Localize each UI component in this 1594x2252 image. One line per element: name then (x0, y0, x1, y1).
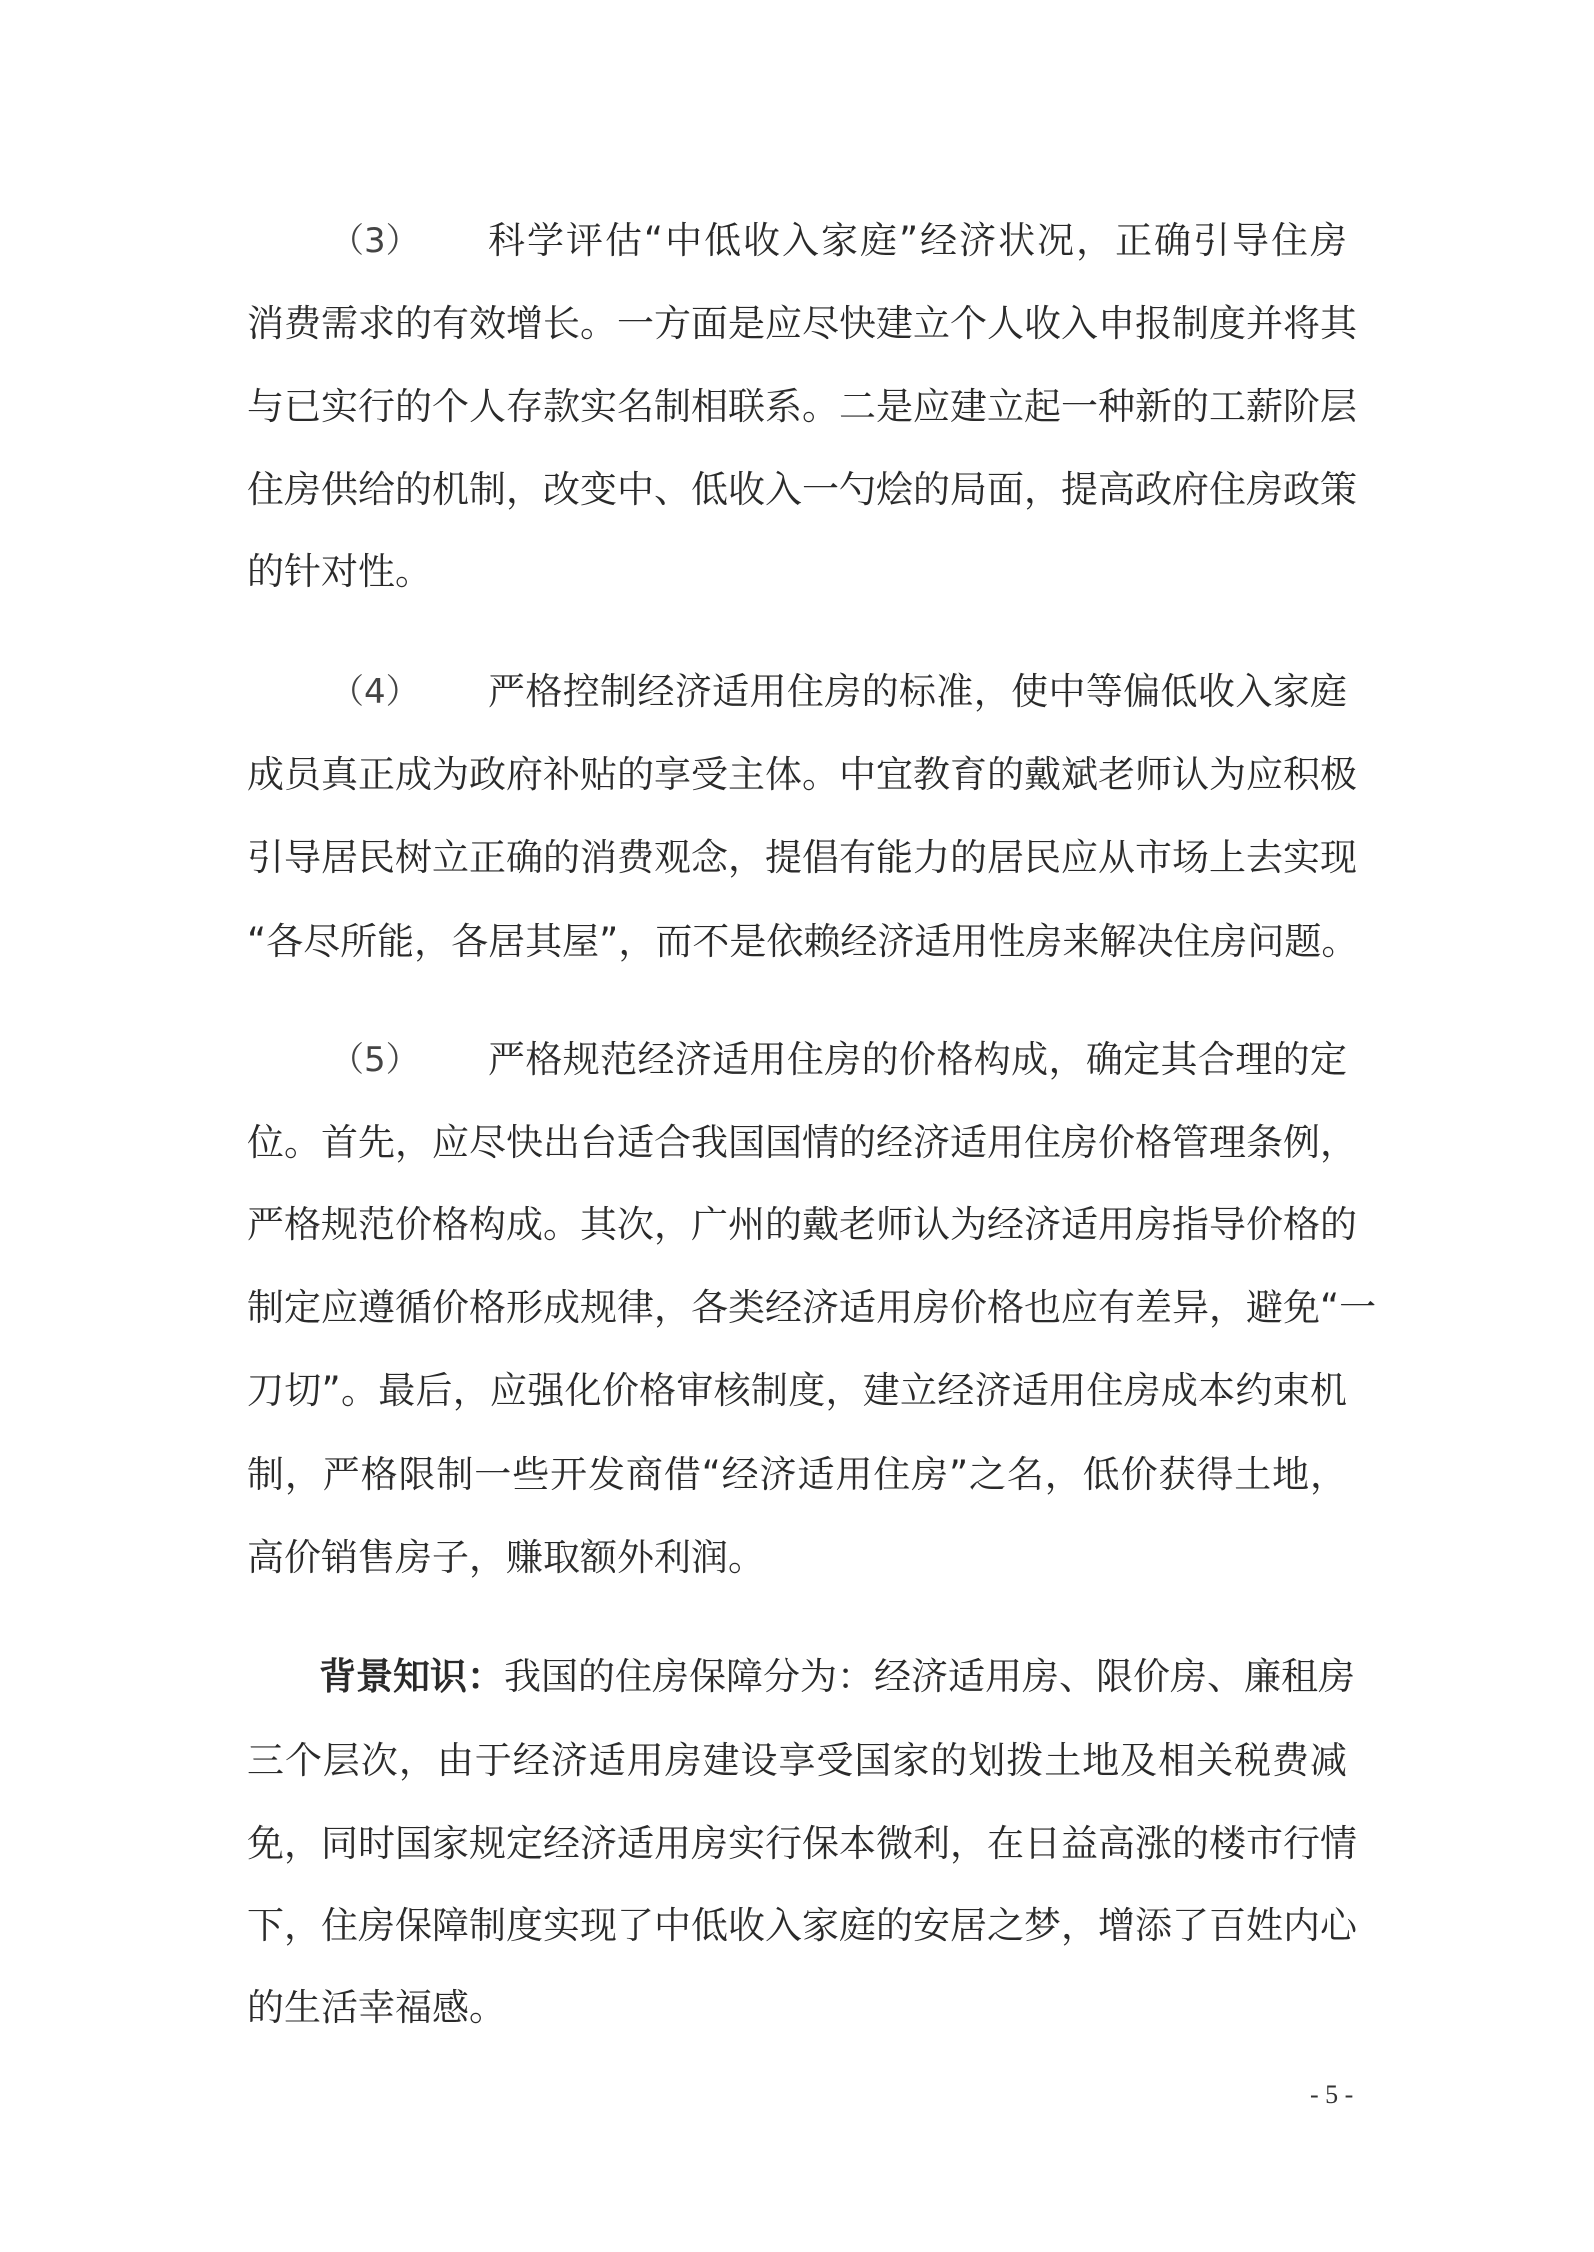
paragraph-line: 三个层次，由于经济适用房建设享受国家的划拨土地及相关税费减 (247, 1739, 1347, 1782)
paragraph-line: 的生活幸福感。 (247, 1986, 506, 2029)
paragraph-line: 严格规范价格构成。其次，广州的戴老师认为经济适用房指导价格的 (247, 1203, 1357, 1246)
paragraph-line: 高价销售房子，赚取额外利润。 (247, 1536, 765, 1579)
background-label: 背景知识： (319, 1655, 504, 1698)
paragraph-line: 消费需求的有效增长。一方面是应尽快建立个人收入申报制度并将其 (247, 302, 1357, 345)
item-number: （3） (330, 221, 420, 261)
paragraph-line: 制，严格限制一些开发商借“经济适用住房”之名，低价获得土地， (247, 1453, 1347, 1496)
paragraph-line: 严格控制经济适用住房的标准，使中等偏低收入家庭 (488, 670, 1347, 713)
paragraph-line: 严格规范经济适用住房的价格构成，确定其合理的定 (488, 1038, 1347, 1081)
paragraph-line: 位。首先，应尽快出台适合我国国情的经济适用住房价格管理条例， (247, 1121, 1357, 1164)
background-first-line (319, 1655, 1355, 1699)
paragraph-line: 下，住房保障制度实现了中低收入家庭的安居之梦，增添了百姓内心 (247, 1904, 1357, 1947)
paragraph-line: 科学评估“中低收入家庭”经济状况，正确引导住房 (488, 219, 1347, 262)
paragraph-line: 免，同时国家规定经济适用房实行保本微利，在日益高涨的楼市行情 (247, 1822, 1357, 1865)
page-number: - 5 - (1310, 2080, 1354, 2109)
item-number: （4） (330, 672, 420, 712)
paragraph-line: “各尽所能，各居其屋”，而不是依赖经济适用性房来解决住房问题。 (247, 920, 1359, 963)
paragraph-line: 成员真正成为政府补贴的享受主体。中宜教育的戴斌老师认为应积极 (247, 753, 1357, 796)
paragraph-line: 的针对性。 (247, 550, 432, 593)
paragraph-line: 制定应遵循价格形成规律，各类经济适用房价格也应有差异，避免“一 (247, 1286, 1377, 1329)
paragraph-line: 我国的住房保障分为：经济适用房、限价房、廉租房 (504, 1655, 1355, 1698)
item-number: （5） (330, 1040, 420, 1080)
paragraph-line: 与已实行的个人存款实名制相联系。二是应建立起一种新的工薪阶层 (247, 385, 1357, 428)
paragraph-line: 刀切”。最后，应强化价格审核制度，建立经济适用住房成本约束机 (247, 1369, 1347, 1412)
paragraph-line: 住房供给的机制，改变中、低收入一勺烩的局面，提高政府住房政策 (247, 468, 1357, 511)
paragraph-line: 引导居民树立正确的消费观念，提倡有能力的居民应从市场上去实现 (247, 836, 1357, 879)
